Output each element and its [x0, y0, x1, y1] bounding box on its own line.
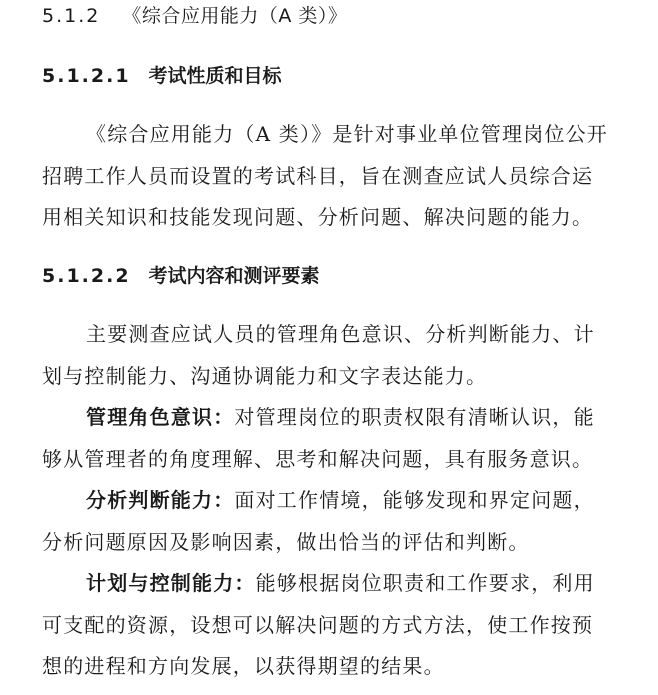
term-description: 能够根据岗位职责和工作要求，利用 [255, 571, 595, 595]
term-label: 分析判断能力： [86, 488, 235, 512]
paragraph-line [42, 480, 602, 522]
subsection-title: 考试内容和测评要素 [148, 265, 320, 287]
paragraph-line: 可支配的资源，设想可以解决问题的方式方法，使工作按预 [42, 612, 594, 637]
subsection-number: 5.1.2.2 [42, 265, 131, 287]
subsection-heading-nature [42, 64, 282, 88]
term-label: 计划与控制能力： [86, 571, 256, 595]
paragraph-line: 划与控制能力、沟通协调能力和文字表达能力。 [42, 363, 488, 388]
term-label: 管理角色意识： [86, 405, 235, 429]
subsection-heading-content [42, 264, 320, 288]
section-heading [42, 4, 347, 28]
paragraph-line: 用相关知识和技能发现问题、分析问题、解决问题的能力。 [42, 205, 594, 229]
paragraph-line: 《综合应用能力（A 类）》是针对事业单位管理岗位公开 [86, 122, 609, 146]
section-number: 5.1.2 [42, 5, 101, 27]
section-title: 《综合应用能力（A 类）》 [122, 5, 348, 27]
paragraph-content-intro [42, 314, 602, 397]
subsection-title: 考试性质和目标 [148, 65, 282, 87]
term-description: 面对工作情境，能够发现和界定问题， [234, 488, 595, 512]
paragraph-line: 分析问题原因及影响因素，做出恰当的评估和判断。 [42, 529, 530, 554]
paragraph-line: 主要测查应试人员的管理角色意识、分析判断能力、计 [86, 322, 595, 346]
paragraph-line: 想的进程和方向发展，以获得期望的结果。 [42, 654, 445, 678]
paragraph-planning-control [42, 563, 602, 688]
subsection-number: 5.1.2.1 [42, 65, 131, 87]
paragraph-line: 招聘工作人员而设置的考试科目，旨在测查应试人员综合运 [42, 163, 594, 188]
paragraph-line [42, 563, 602, 605]
paragraph-role-awareness [42, 397, 602, 480]
paragraph-nature [42, 114, 609, 239]
paragraph-analysis-judgement [42, 480, 602, 563]
term-description: 对管理岗位的职责权限有清晰认识，能 [234, 405, 595, 429]
paragraph-line [42, 397, 602, 439]
paragraph-line: 够从管理者的角度理解、思考和解决问题，具有服务意识。 [42, 446, 594, 471]
